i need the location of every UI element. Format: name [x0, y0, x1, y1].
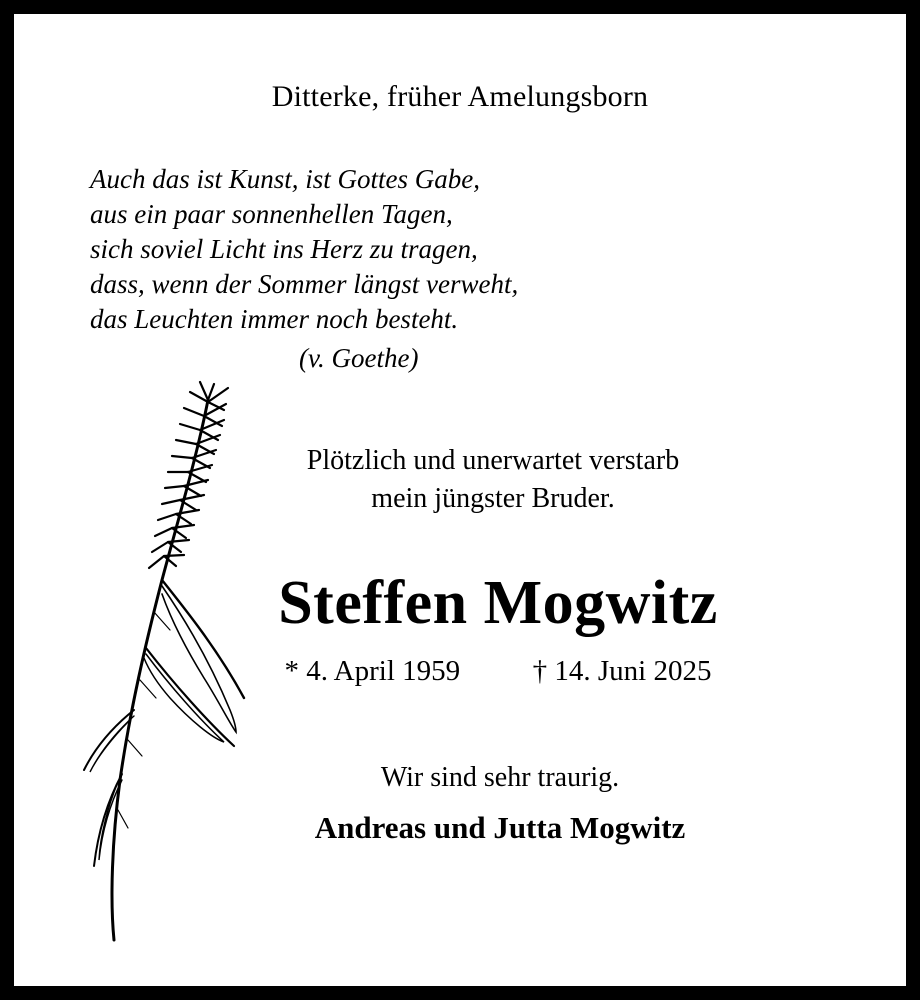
birth-date: * 4. April 1959	[284, 655, 461, 687]
survivors-names: Andreas und Jutta Mogwitz	[314, 810, 686, 845]
poem-line-2: aus ein paar sonnenhellen Tagen,	[90, 199, 453, 229]
intro-text	[14, 442, 906, 518]
poem-line-1: Auch das ist Kunst, ist Gottes Gabe,	[90, 164, 480, 194]
closing-text: Wir sind sehr traurig.	[380, 762, 620, 793]
poem-line-5: das Leuchten immer noch besteht.	[90, 304, 459, 334]
poem-block	[14, 162, 906, 337]
death-date: † 14. Juni 2025	[532, 655, 712, 687]
poem-attribution: (v. Goethe)	[299, 343, 419, 373]
location-line: Ditterke, früher Amelungsborn	[271, 80, 649, 113]
life-dates	[14, 654, 906, 688]
deceased-name: Steffen Mogwitz	[278, 569, 718, 637]
intro-line-2: mein jüngster Bruder.	[371, 483, 615, 514]
poem-line-4: dass, wenn der Sommer längst verweht,	[90, 269, 519, 299]
intro-line-1: Plötzlich und unerwartet verstarb	[306, 445, 680, 476]
poem-line-3: sich soviel Licht ins Herz zu tragen,	[90, 234, 478, 264]
notice-inner	[14, 14, 906, 986]
